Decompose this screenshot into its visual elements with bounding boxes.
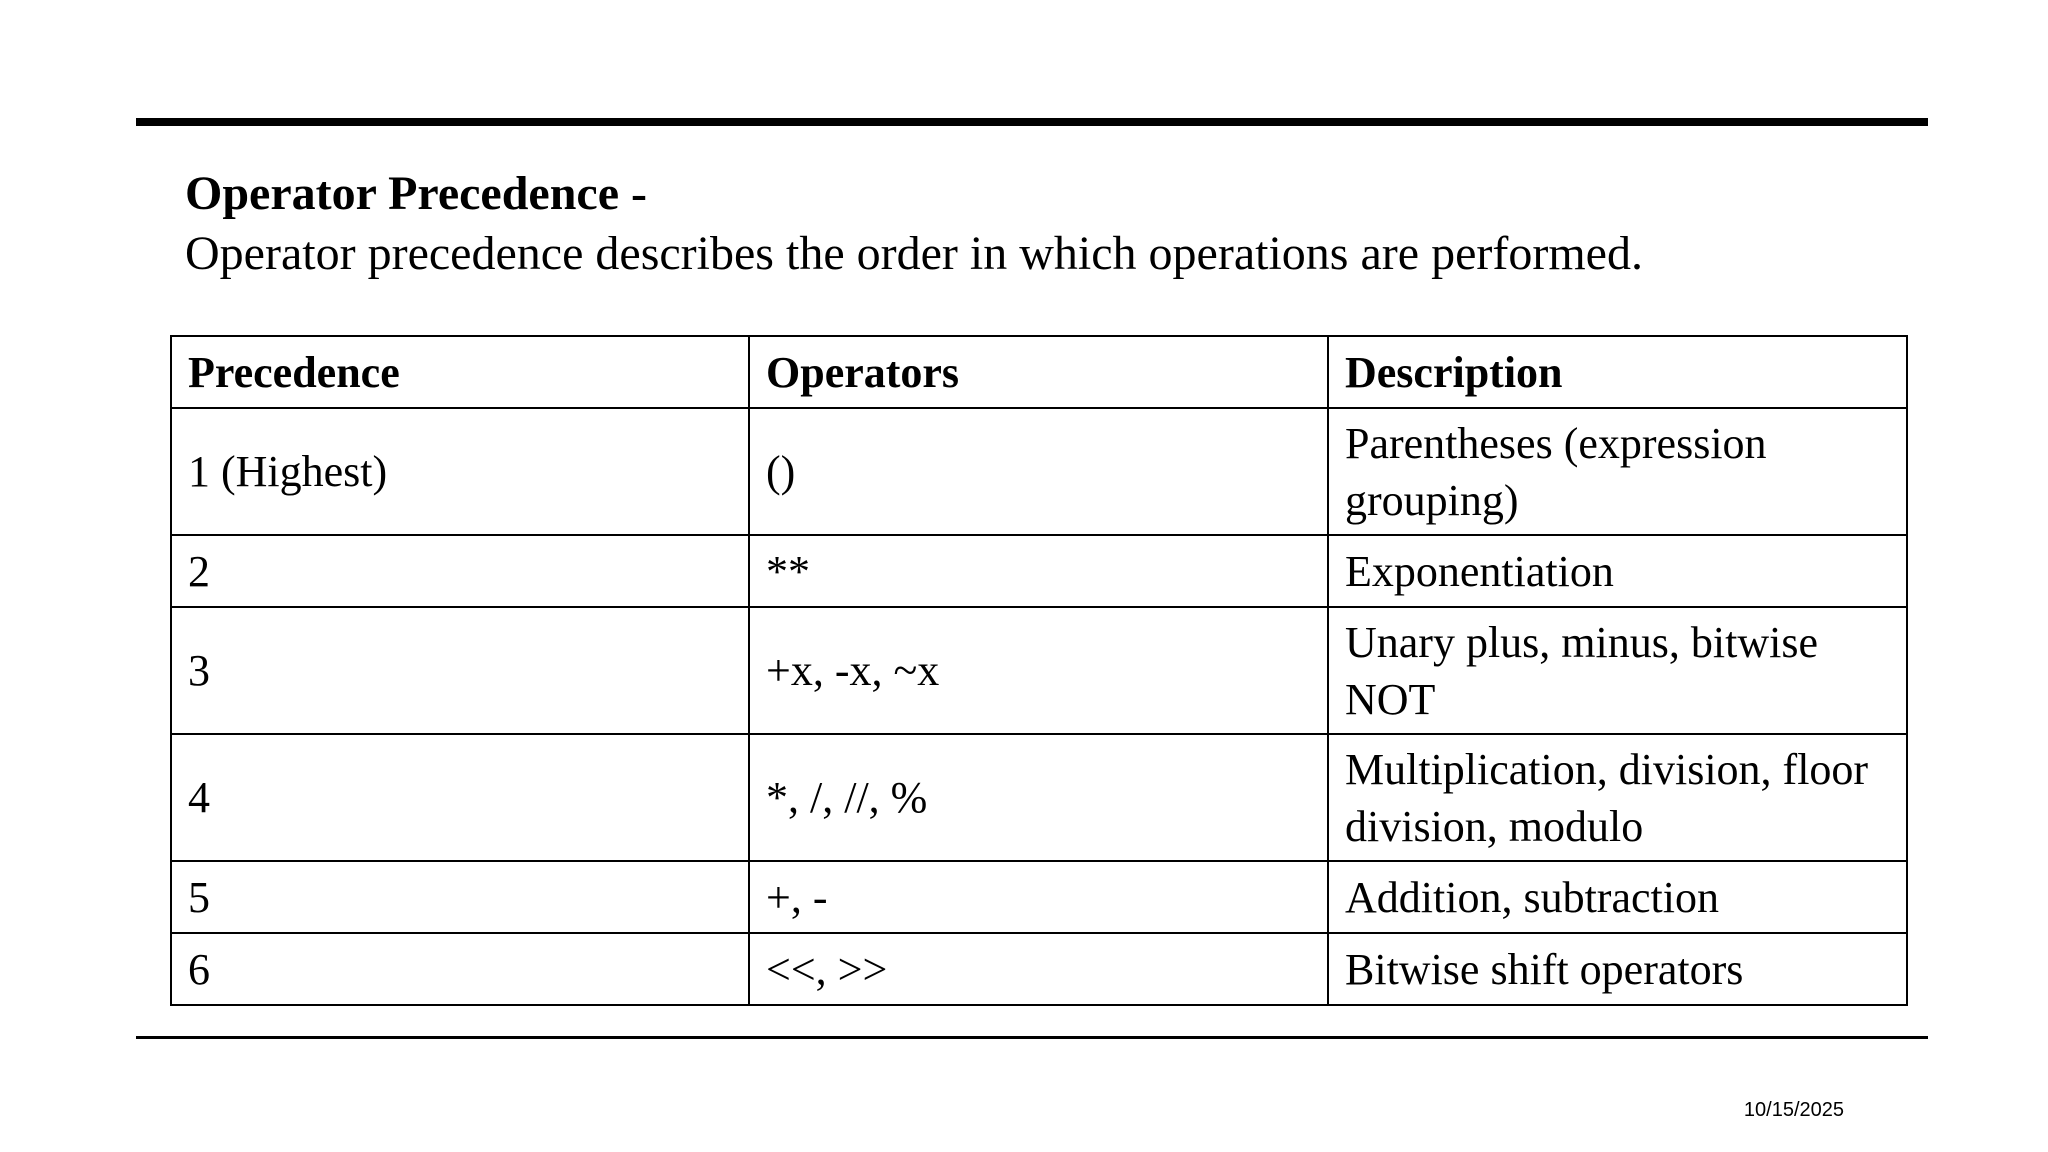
operators-cell: *, /, //, % bbox=[749, 734, 1328, 861]
description-cell: Addition, subtraction bbox=[1328, 861, 1907, 933]
table-row bbox=[171, 861, 1907, 933]
slide-date: 10/15/2025 bbox=[1743, 1099, 1844, 1121]
table-row bbox=[171, 933, 1907, 1005]
table-row bbox=[171, 408, 1907, 535]
top-divider bbox=[136, 118, 1928, 126]
table-row bbox=[171, 535, 1907, 607]
slide-subheading: Operator precedence describes the order in which operations are performed. bbox=[185, 227, 1643, 280]
operators-cell: +, - bbox=[749, 861, 1328, 933]
precedence-cell: 1 (Highest) bbox=[171, 408, 749, 535]
operators-cell: ** bbox=[749, 535, 1328, 607]
description-cell: Exponentiation bbox=[1328, 535, 1907, 607]
description-cell: Unary plus, minus, bitwise NOT bbox=[1328, 607, 1907, 734]
precedence-cell: 2 bbox=[171, 535, 749, 607]
precedence-cell: 5 bbox=[171, 861, 749, 933]
bottom-divider bbox=[136, 1036, 1928, 1039]
precedence-cell: 4 bbox=[171, 734, 749, 861]
operators-cell: +x, -x, ~x bbox=[749, 607, 1328, 734]
header-operators: Operators bbox=[749, 336, 1328, 408]
operators-cell: () bbox=[749, 408, 1328, 535]
precedence-cell: 3 bbox=[171, 607, 749, 734]
description-cell: Bitwise shift operators bbox=[1328, 933, 1907, 1005]
precedence-cell: 6 bbox=[171, 933, 749, 1005]
precedence-table bbox=[170, 335, 1908, 1006]
table-row bbox=[171, 734, 1907, 861]
table-header-row bbox=[171, 336, 1907, 408]
description-cell: Parentheses (expression grouping) bbox=[1328, 408, 1907, 535]
table-row bbox=[171, 607, 1907, 734]
description-cell: Multiplication, division, floor division, modulo bbox=[1328, 734, 1907, 861]
header-description: Description bbox=[1328, 336, 1907, 408]
operators-cell: <<, >> bbox=[749, 933, 1328, 1005]
header-precedence: Precedence bbox=[171, 336, 749, 408]
slide-heading: Operator Precedence - bbox=[185, 167, 648, 220]
